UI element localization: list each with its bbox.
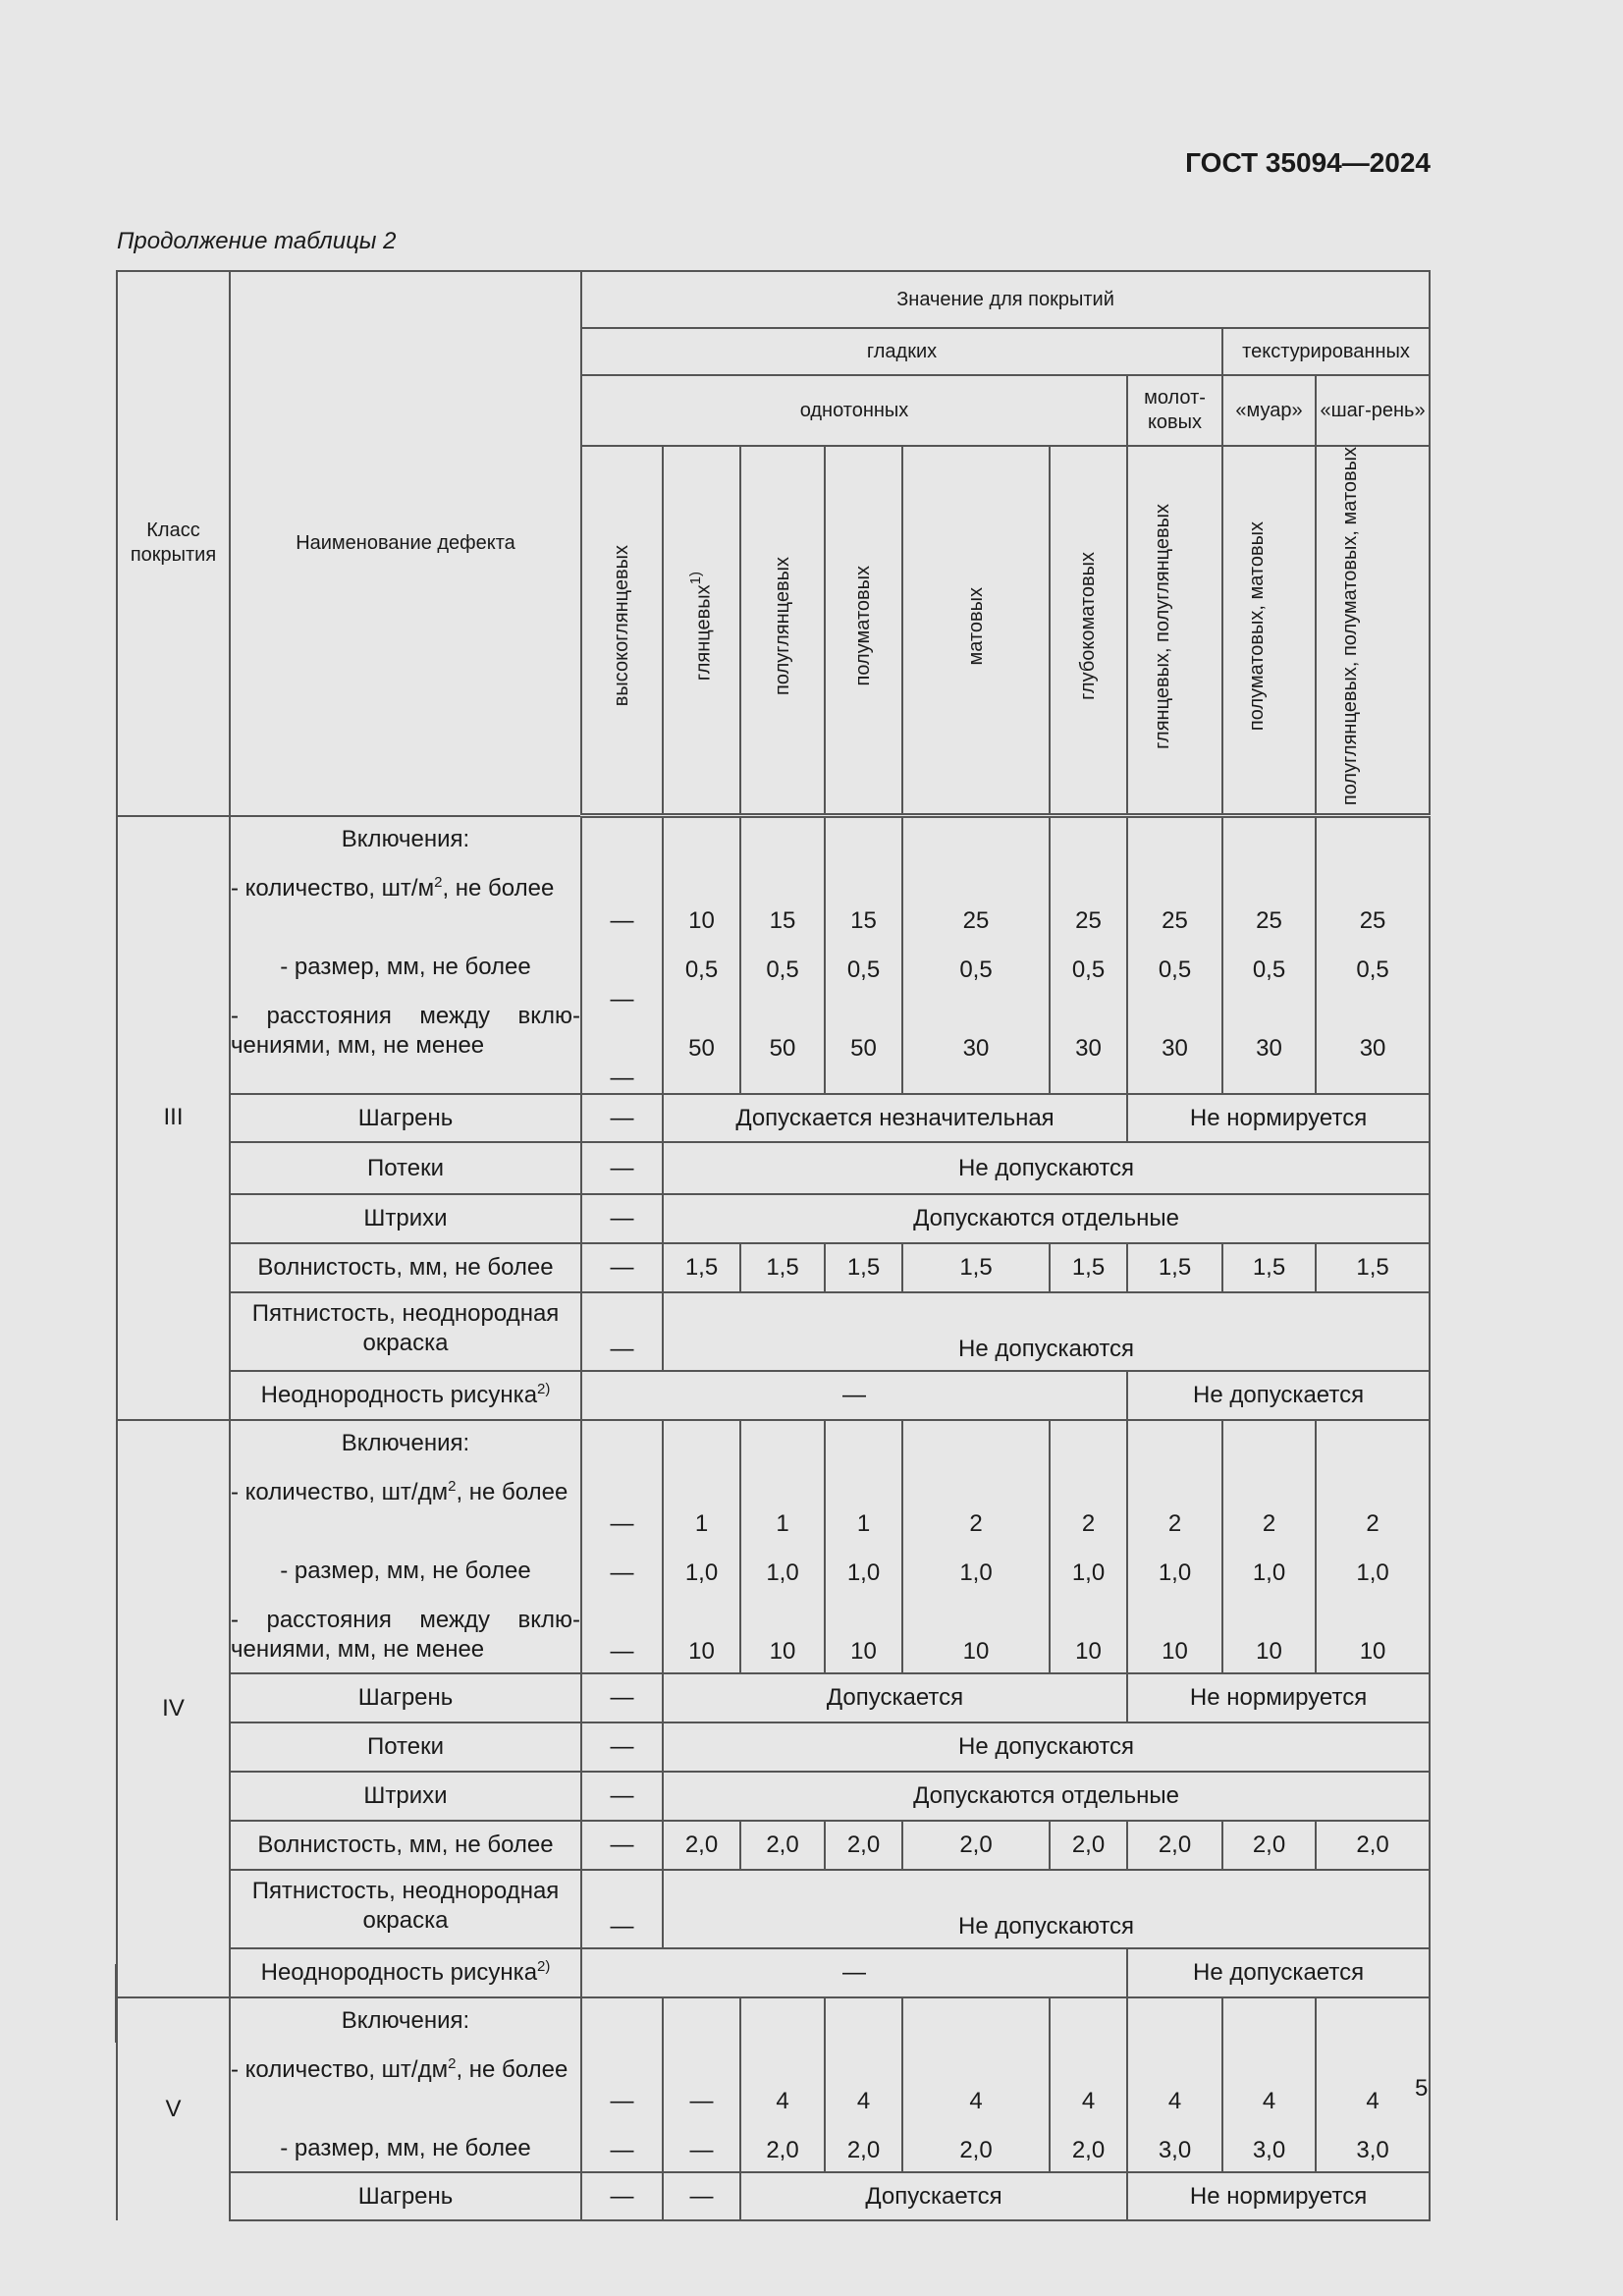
value-cell: — xyxy=(581,1094,663,1142)
values-cell: 4 2,0 xyxy=(1050,1997,1127,2172)
defect-name: Пятнистость, неоднородная окраска xyxy=(230,1292,581,1371)
class-cell: V xyxy=(117,1997,230,2220)
group-textured-header: текстурированных xyxy=(1222,328,1430,375)
value-cell: — xyxy=(663,2172,740,2220)
value-cell: Допускается xyxy=(663,1673,1127,1722)
values-cell: 2 1,0 10 xyxy=(1050,1420,1127,1673)
values-cell: 25 0,5 30 xyxy=(1316,816,1430,1095)
value-cell: Допускаются отдельные xyxy=(663,1772,1430,1821)
values-cell: 2 1,0 10 xyxy=(1316,1420,1430,1673)
defects-table xyxy=(116,270,1431,2221)
values-cell: 1 1,0 10 xyxy=(825,1420,902,1673)
inclusions-cell: Включения: - количество, $шт/дм^2$, не более - размер, мм, не более xyxy=(230,1997,581,2172)
values-cell: 2 1,0 10 xyxy=(1222,1420,1316,1673)
value-cell: Не нормируется xyxy=(1127,1094,1430,1142)
group-shagreen-header: «шаг-рень» xyxy=(1316,375,1430,446)
values-cell: 15 0,5 50 xyxy=(740,816,825,1095)
values-cell: — — xyxy=(663,1997,740,2172)
table-row xyxy=(117,1821,1430,1870)
col-header-8: полуматовых, матовых xyxy=(1222,446,1316,816)
defect-name: Волнистость, мм, не более xyxy=(230,1821,581,1870)
values-cell: — — xyxy=(581,1997,663,2172)
value-cell: — xyxy=(581,1722,663,1772)
col-header-5: матовых xyxy=(902,446,1050,816)
defect-name: Пятнистость, неоднородная окраска xyxy=(230,1870,581,1948)
col-header-9: полуглянцевых, полуматовых, матовых xyxy=(1316,446,1430,816)
group-solid-header: однотонных xyxy=(581,375,1127,446)
values-cell: 4 2,0 xyxy=(740,1997,825,2172)
defect-name: Волнистость, мм, не более xyxy=(230,1243,581,1292)
values-cell: 4 3,0 xyxy=(1222,1997,1316,2172)
value-cell: Не допускаются xyxy=(663,1142,1430,1194)
group-hammer-header: молот-ковых xyxy=(1127,375,1222,446)
values-cell: 4 2,0 xyxy=(902,1997,1050,2172)
table-caption: Продолжение таблицы 2 xyxy=(117,228,397,254)
group-moire-header: «муар» xyxy=(1222,375,1316,446)
defect-name: Потеки xyxy=(230,1142,581,1194)
page-number: 5 xyxy=(1415,2075,1429,2102)
value-cell: 2,0 xyxy=(902,1821,1050,1870)
class-cell: IV xyxy=(117,1420,230,1997)
value-cell: — xyxy=(581,1194,663,1243)
table-row xyxy=(117,1772,1430,1821)
value-cell: — xyxy=(581,1948,1127,1997)
value-cell: 2,0 xyxy=(1050,1821,1127,1870)
value-cell: — xyxy=(581,1673,663,1722)
table-row xyxy=(117,1948,1430,1997)
defect-name: Потеки xyxy=(230,1722,581,1772)
value-cell: 1,5 xyxy=(740,1243,825,1292)
value-cell: Допускается незначительная xyxy=(663,1094,1127,1142)
standard-code: ГОСТ 35094—2024 xyxy=(1185,147,1431,178)
values-cell: 2 1,0 10 xyxy=(1127,1420,1222,1673)
table-row xyxy=(117,1243,1430,1292)
col-header-1: высокоглянцевых xyxy=(581,446,663,816)
value-cell: — xyxy=(581,1243,663,1292)
col-header-2: глянцевых$^{1)}$ xyxy=(663,446,740,816)
value-cell: Не допускаются xyxy=(663,1292,1430,1371)
value-cell: — xyxy=(581,1371,1127,1420)
table-row xyxy=(117,2172,1430,2220)
value-cell: Не допускается xyxy=(1127,1948,1430,1997)
values-cell: 25 0,5 30 xyxy=(1050,816,1127,1095)
value-cell: 1,5 xyxy=(663,1243,740,1292)
value-cell: — xyxy=(581,2172,663,2220)
value-cell: 1,5 xyxy=(1127,1243,1222,1292)
values-cell: 1 1,0 10 xyxy=(663,1420,740,1673)
value-cell: — xyxy=(581,1870,663,1948)
value-cell: 1,5 xyxy=(1222,1243,1316,1292)
values-cell: 10 0,5 50 xyxy=(663,816,740,1095)
value-cell: Не допускается xyxy=(1127,1371,1430,1420)
defect-name: Шагрень xyxy=(230,1673,581,1722)
values-cell: 15 0,5 50 xyxy=(825,816,902,1095)
value-cell: — xyxy=(581,1821,663,1870)
table-row xyxy=(117,1673,1430,1722)
values-cell: 4 2,0 xyxy=(825,1997,902,2172)
col-defect-header: Наименование дефекта xyxy=(230,271,581,816)
inclusions-cell: Включения: - количество, $шт/дм^2$, не более - размер, мм, не более - расстояния между вклю-чениями, мм, не менее xyxy=(230,1420,581,1673)
value-cell: Не допускаются xyxy=(663,1870,1430,1948)
table-row xyxy=(117,1094,1430,1142)
table-row xyxy=(117,816,1430,1095)
values-cell: 25 0,5 30 xyxy=(1127,816,1222,1095)
col-header-6: глубокоматовых xyxy=(1050,446,1127,816)
group-value-header: Значение для покрытий xyxy=(581,271,1430,328)
table-row xyxy=(117,1371,1430,1420)
table-row xyxy=(117,1142,1430,1194)
defect-name: Шагрень xyxy=(230,2172,581,2220)
value-cell: 1,5 xyxy=(902,1243,1050,1292)
defect-name: Шагрень xyxy=(230,1094,581,1142)
value-cell: 1,5 xyxy=(825,1243,902,1292)
defect-name: Штрихи xyxy=(230,1194,581,1243)
values-cell: 2 1,0 10 xyxy=(902,1420,1050,1673)
value-cell: 2,0 xyxy=(1222,1821,1316,1870)
value-cell: 2,0 xyxy=(1316,1821,1430,1870)
value-cell: Допускаются отдельные xyxy=(663,1194,1430,1243)
values-cell: — — — xyxy=(581,816,663,1095)
defect-name: Неоднородность рисунка$^{2)}$ xyxy=(230,1948,581,1997)
table-row xyxy=(117,1722,1430,1772)
value-cell: Не нормируется xyxy=(1127,2172,1430,2220)
value-cell: Не допускаются xyxy=(663,1722,1430,1772)
defect-name: Штрихи xyxy=(230,1772,581,1821)
value-cell: 2,0 xyxy=(663,1821,740,1870)
class-cell: III xyxy=(117,816,230,1421)
values-cell: 25 0,5 30 xyxy=(1222,816,1316,1095)
col-header-7: глянцевых, полуглянцевых xyxy=(1127,446,1222,816)
values-cell: — — — xyxy=(581,1420,663,1673)
value-cell: Не нормируется xyxy=(1127,1673,1430,1722)
values-cell: 4 3,0 xyxy=(1127,1997,1222,2172)
col-class-header: Класс покрытия xyxy=(117,271,230,816)
value-cell: 2,0 xyxy=(740,1821,825,1870)
table-row xyxy=(117,1870,1430,1948)
value-cell: 2,0 xyxy=(825,1821,902,1870)
group-smooth-header: гладких xyxy=(581,328,1222,375)
table-row xyxy=(117,1292,1430,1371)
defect-name: Неоднородность рисунка$^{2)}$ xyxy=(230,1371,581,1420)
values-cell: 25 0,5 30 xyxy=(902,816,1050,1095)
col-header-3: полуглянцевых xyxy=(740,446,825,816)
inclusions-cell: Включения: - количество, $шт/м^2$, не более - размер, мм, не более - расстояния между вклю-чениями, мм, не менее xyxy=(230,816,581,1095)
value-cell: Допускается xyxy=(740,2172,1127,2220)
table-row xyxy=(117,1997,1430,2172)
table-row xyxy=(117,1420,1430,1673)
value-cell: — xyxy=(581,1292,663,1371)
table-row xyxy=(117,1194,1430,1243)
values-cell: 1 1,0 10 xyxy=(740,1420,825,1673)
value-cell: 1,5 xyxy=(1316,1243,1430,1292)
value-cell: — xyxy=(581,1772,663,1821)
value-cell: 2,0 xyxy=(1127,1821,1222,1870)
value-cell: — xyxy=(581,1142,663,1194)
col-header-4: полуматовых xyxy=(825,446,902,816)
values-cell: 4 3,0 xyxy=(1316,1997,1430,2172)
value-cell: 1,5 xyxy=(1050,1243,1127,1292)
